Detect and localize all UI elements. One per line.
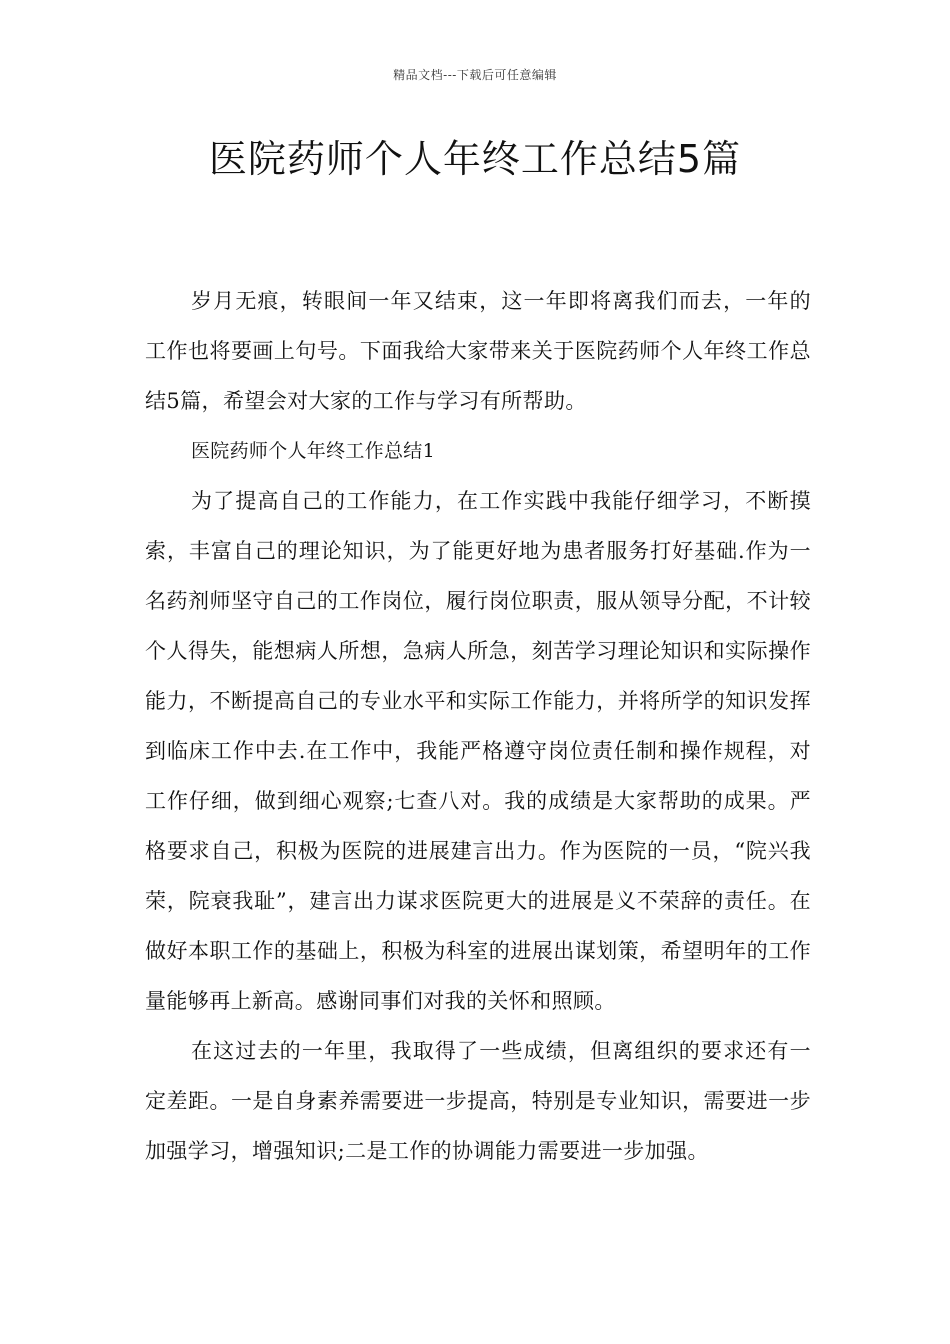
body-paragraph-2: 在这过去的一年里，我取得了一些成绩，但离组织的要求还有一定差距。一是自身素养需要进一步提高，特别是专业知识，需要进一步加强学习，增强知识;二是工作的协调能力需要进一步加强。 (145, 1039, 811, 1163)
document-title: 医院药师个人年终工作总结5篇 (208, 137, 742, 181)
document-body (145, 276, 811, 1176)
intro-paragraph: 岁月无痕，转眼间一年又结束，这一年即将离我们而去，一年的工作也将要画上句号。下面我给大家带来关于医院药师个人年终工作总结5篇，希望会对大家的工作与学习有所帮助。 (145, 289, 811, 413)
body-paragraph-1: 为了提高自己的工作能力，在工作实践中我能仔细学习，不断摸索，丰富自己的理论知识，为了能更好地为患者服务打好基础.作为一名药剂师坚守自己的工作岗位，履行岗位职责，服从领导分配，不计较个人得失，能想病人所想，急病人所急，刻苦学习理论知识和实际操作能力，不断提高自己的专业水平和实际工作能力，并将所学的知识发挥到临床工作中去.在工作中，我能严格遵守岗位责任制和操作规程，对工作仔细，做到细心观察;七查八对。我的成绩是大家帮助的成果。严格要求自己，积极为医院的进展建言出力。作为医院的一员，“院兴我荣，院衰我耻”，建言出力谋求医院更大的进展是义不荣辞的责任。在做好本职工作的基础上，积极为科室的进展出谋划策，希望明年的工作量能够再上新高。感谢同事们对我的关怀和照顾。 (145, 489, 811, 1013)
header-note: 精品文档---下载后可任意编辑 (393, 68, 557, 82)
section-heading: 医院药师个人年终工作总结1 (191, 440, 435, 462)
